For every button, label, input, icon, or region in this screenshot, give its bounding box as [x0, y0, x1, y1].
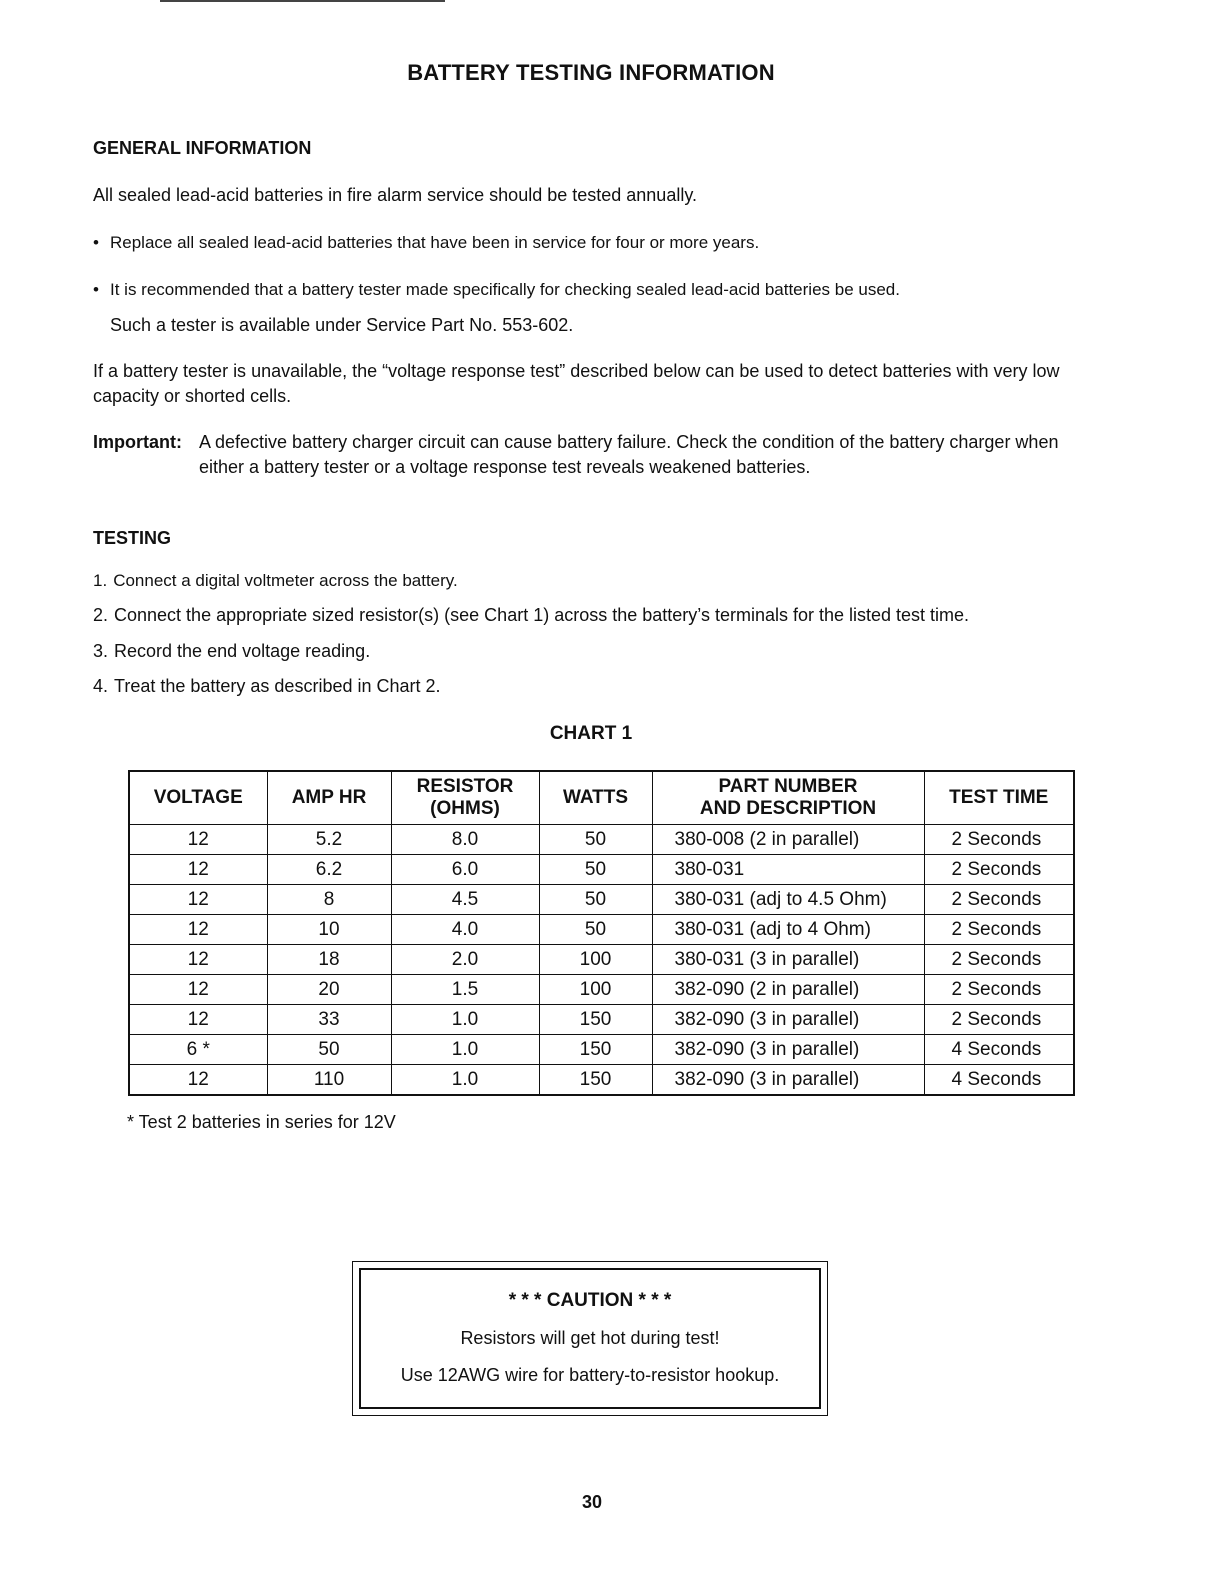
- important-label: Important:: [93, 432, 182, 452]
- cell-part: 382-090 (3 in parallel): [652, 1035, 924, 1065]
- step-text: Record the end voltage reading.: [114, 641, 371, 661]
- cell-amp-hr: 33: [267, 1005, 391, 1035]
- cell-part: 380-031 (3 in parallel): [652, 945, 924, 975]
- cell-voltage: 12: [129, 1005, 267, 1035]
- bullet-item: [93, 230, 759, 255]
- page-number: 30: [581, 1492, 603, 1512]
- general-info-heading: GENERAL INFORMATION: [93, 138, 312, 158]
- cell-watts: 150: [539, 1065, 652, 1096]
- cell-part: 380-008 (2 in parallel): [652, 825, 924, 855]
- table-row: [129, 945, 1074, 975]
- cell-time: 4 Seconds: [924, 1035, 1074, 1065]
- cell-time: 2 Seconds: [924, 915, 1074, 945]
- cell-voltage: 12: [129, 1065, 267, 1096]
- cell-voltage: 12: [129, 975, 267, 1005]
- caution-box: [352, 1261, 828, 1416]
- unavailable-note: If a battery tester is unavailable, the “voltage response test” described below can be used to detect batteries with very low capacity or shorted cells.: [93, 361, 1060, 406]
- header-part-line2: AND DESCRIPTION: [699, 798, 877, 819]
- header-resistor-line1: RESISTOR: [416, 776, 514, 797]
- cell-amp-hr: 18: [267, 945, 391, 975]
- general-intro: All sealed lead-acid batteries in fire alarm service should be tested annually.: [93, 185, 697, 205]
- step-number: 1.: [93, 571, 108, 590]
- cell-part: 382-090 (3 in parallel): [652, 1065, 924, 1096]
- bullet-text: It is recommended that a battery tester made specifically for checking sealed lead-acid batteries be used.: [110, 280, 900, 299]
- step-text: Treat the battery as described in Chart 2.: [114, 676, 441, 696]
- cell-watts: 50: [539, 915, 652, 945]
- cell-part: 382-090 (3 in parallel): [652, 1005, 924, 1035]
- cell-part: 380-031: [652, 855, 924, 885]
- cell-time: 2 Seconds: [924, 885, 1074, 915]
- header-part-line1: PART NUMBER: [718, 776, 858, 797]
- cell-ohms: 2.0: [391, 945, 539, 975]
- tester-note: Such a tester is available under Service Part No. 553-602.: [110, 315, 574, 335]
- cell-ohms: 1.0: [391, 1035, 539, 1065]
- cell-voltage: 12: [129, 825, 267, 855]
- header-part: [652, 771, 924, 825]
- cell-watts: 150: [539, 1005, 652, 1035]
- table-row: [129, 885, 1074, 915]
- cell-amp-hr: 110: [267, 1065, 391, 1096]
- header-amp-hr: AMP HR: [267, 771, 391, 825]
- cell-time: 2 Seconds: [924, 975, 1074, 1005]
- testing-heading: TESTING: [93, 528, 172, 548]
- cell-ohms: 8.0: [391, 825, 539, 855]
- important-text: A defective battery charger circuit can cause battery failure. Check the condition of the battery charger when either a battery tester or a voltage response test reveals weakened batteries.: [199, 432, 1059, 477]
- testing-step: [93, 605, 969, 626]
- top-rule: [160, 0, 445, 2]
- step-number: 3.: [93, 641, 109, 661]
- bullet-item: [93, 277, 900, 302]
- cell-time: 2 Seconds: [924, 1005, 1074, 1035]
- cell-amp-hr: 20: [267, 975, 391, 1005]
- cell-ohms: 1.5: [391, 975, 539, 1005]
- cell-time: 2 Seconds: [924, 945, 1074, 975]
- table-row: [129, 1065, 1074, 1096]
- cell-part: 380-031 (adj to 4.5 Ohm): [652, 885, 924, 915]
- cell-amp-hr: 50: [267, 1035, 391, 1065]
- header-resistor-line2: (OHMS): [430, 798, 500, 819]
- cell-time: 2 Seconds: [924, 855, 1074, 885]
- cell-part: 382-090 (2 in parallel): [652, 975, 924, 1005]
- bullet-icon: •: [93, 233, 99, 252]
- cell-voltage: 12: [129, 885, 267, 915]
- caution-title: * * * CAUTION * * *: [508, 1290, 672, 1311]
- caution-line: Use 12AWG wire for battery-to-resistor hookup.: [400, 1365, 780, 1385]
- header-test-time: TEST TIME: [924, 771, 1074, 825]
- table-row: [129, 825, 1074, 855]
- cell-part: 380-031 (adj to 4 Ohm): [652, 915, 924, 945]
- table-row: [129, 855, 1074, 885]
- cell-ohms: 1.0: [391, 1005, 539, 1035]
- table-row: [129, 915, 1074, 945]
- bullet-icon: •: [93, 280, 99, 299]
- table-row: [129, 1035, 1074, 1065]
- page-title: BATTERY TESTING INFORMATION: [407, 60, 775, 85]
- caution-line: Resistors will get hot during test!: [460, 1328, 720, 1348]
- cell-ohms: 1.0: [391, 1065, 539, 1096]
- testing-step: [93, 641, 370, 662]
- header-resistor: [391, 771, 539, 825]
- step-text: Connect a digital voltmeter across the battery.: [113, 571, 458, 590]
- cell-watts: 50: [539, 885, 652, 915]
- cell-amp-hr: 6.2: [267, 855, 391, 885]
- testing-step: [93, 676, 441, 697]
- cell-amp-hr: 10: [267, 915, 391, 945]
- step-number: 4.: [93, 676, 109, 696]
- cell-ohms: 4.0: [391, 915, 539, 945]
- cell-voltage: 12: [129, 915, 267, 945]
- testing-step: [93, 571, 458, 591]
- chart1-table: [128, 770, 1075, 1096]
- cell-watts: 50: [539, 825, 652, 855]
- cell-watts: 50: [539, 855, 652, 885]
- cell-amp-hr: 5.2: [267, 825, 391, 855]
- cell-ohms: 6.0: [391, 855, 539, 885]
- table-row: [129, 975, 1074, 1005]
- cell-watts: 100: [539, 945, 652, 975]
- cell-voltage: 12: [129, 945, 267, 975]
- cell-watts: 100: [539, 975, 652, 1005]
- table-header-row: [129, 771, 1074, 825]
- step-text: Connect the appropriate sized resistor(s) (see Chart 1) across the battery’s terminals for the listed test time.: [114, 605, 970, 625]
- table-row: [129, 1005, 1074, 1035]
- chart1-title: CHART 1: [549, 723, 633, 744]
- chart1-footnote: * Test 2 batteries in series for 12V: [127, 1112, 396, 1132]
- cell-time: 4 Seconds: [924, 1065, 1074, 1096]
- step-number: 2.: [93, 605, 109, 625]
- cell-ohms: 4.5: [391, 885, 539, 915]
- cell-amp-hr: 8: [267, 885, 391, 915]
- bullet-text: Replace all sealed lead-acid batteries that have been in service for four or more years.: [110, 233, 760, 252]
- header-voltage: VOLTAGE: [129, 771, 267, 825]
- cell-voltage: 12: [129, 855, 267, 885]
- caution-box-inner: [359, 1268, 821, 1409]
- cell-voltage: 6 *: [129, 1035, 267, 1065]
- cell-watts: 150: [539, 1035, 652, 1065]
- header-watts: WATTS: [539, 771, 652, 825]
- important-note: [93, 430, 1103, 480]
- cell-time: 2 Seconds: [924, 825, 1074, 855]
